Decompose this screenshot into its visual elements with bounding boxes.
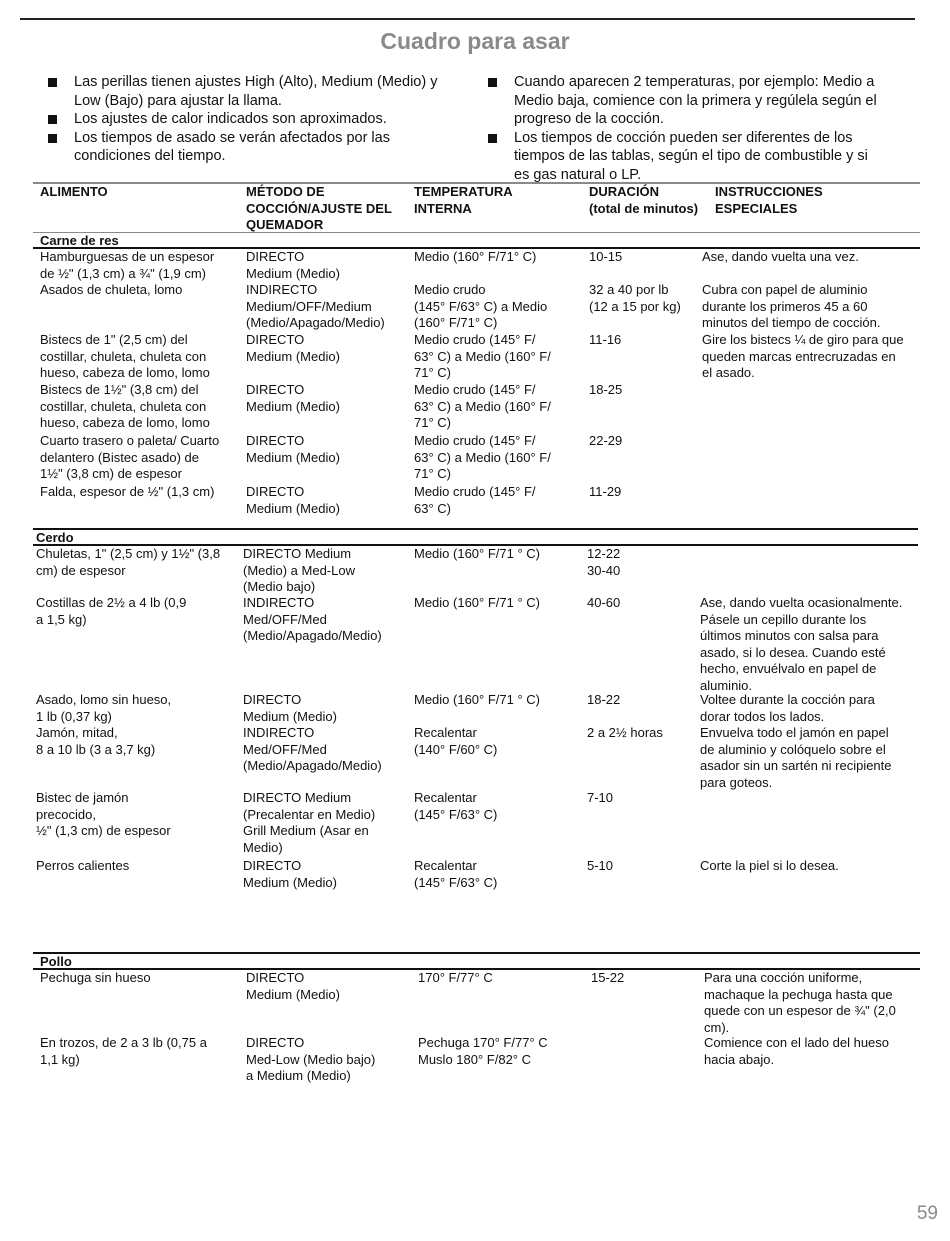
bullets-left bbox=[48, 73, 468, 166]
bullet-square-icon bbox=[488, 78, 497, 87]
header-method: MÉTODO DE COCCIÓN/AJUSTE DEL QUEMADOR bbox=[246, 184, 392, 232]
table-cell-food: Costillas de 2½ a 4 lb (0,9 a 1,5 kg) bbox=[36, 595, 187, 627]
table-cell-method: DIRECTO Medium (Precalentar en Medio) Grill Medium (Asar en Medio) bbox=[243, 790, 376, 855]
table-cell-duration: 11-16 bbox=[589, 332, 622, 347]
bullet-square-icon bbox=[48, 115, 57, 124]
table-cell-method: DIRECTO Medium (Medio) bbox=[246, 484, 340, 516]
table-cell-temperature: 170° F/77° C bbox=[418, 970, 493, 985]
header-food: ALIMENTO bbox=[40, 184, 108, 199]
table-cell-method: INDIRECTO Medium/OFF/Medium (Medio/Apagado/Medio) bbox=[246, 282, 385, 330]
table-cell-duration: 12-22 30-40 bbox=[587, 546, 621, 578]
table-cell-duration: 5-10 bbox=[587, 858, 614, 873]
header-instructions: INSTRUCCIONES ESPECIALES bbox=[715, 184, 823, 216]
table-cell-food: Asado, lomo sin hueso, 1 lb (0,37 kg) bbox=[36, 692, 172, 724]
table-cell-temperature: Medio (160° F/71 ° C) bbox=[414, 595, 541, 610]
table-cell-method: DIRECTO Medium (Medio) bbox=[243, 858, 337, 890]
bullet-item: Cuando aparecen 2 temperaturas, por ejemplo: Medio a Medio baja, comience con la primera y regúlela según el progreso de la cocción. bbox=[488, 73, 918, 129]
table-cell-food: Bistec de jamón precocido, ½" (1,3 cm) de espesor bbox=[36, 790, 171, 838]
chicken-section-top-rule bbox=[33, 952, 920, 954]
table-cell-method: DIRECTO Med-Low (Medio bajo) a Medium (Medio) bbox=[246, 1035, 376, 1083]
table-cell-instructions: Ase, dando vuelta ocasionalmente. Pásele un cepillo durante los últimos minutos con salsa para asado, si lo desea. Cuando esté hecho, envuélvalo en papel de aluminio. bbox=[700, 595, 903, 693]
table-cell-temperature: Pechuga 170° F/77° C Muslo 180° F/82° C bbox=[418, 1035, 548, 1067]
table-cell-method: INDIRECTO Med/OFF/Med (Medio/Apagado/Medio) bbox=[243, 725, 382, 773]
table-cell-temperature: Recalentar (145° F/63° C) bbox=[414, 790, 498, 822]
page-title: Cuadro para asar bbox=[380, 28, 570, 54]
table-cell-method: DIRECTO Medium (Medio) bbox=[246, 970, 340, 1002]
table-cell-temperature: Medio crudo (145° F/ 63° C) a Medio (160° F/ 71° C) bbox=[414, 433, 551, 481]
table-cell-method: DIRECTO Medium (Medio) bbox=[246, 433, 340, 465]
page-number: 59 bbox=[916, 1203, 938, 1224]
table-cell-duration: 18-25 bbox=[589, 382, 623, 397]
table-cell-food: Bistecs de 1" (2,5 cm) del costillar, chuleta, chuleta con hueso, cabeza de lomo, lomo bbox=[40, 332, 210, 380]
bullet-square-icon bbox=[488, 134, 497, 143]
table-cell-method: DIRECTO Medium (Medio) bbox=[246, 382, 340, 414]
table-cell-method: DIRECTO Medium (Medio) bbox=[246, 249, 340, 281]
table-cell-method: DIRECTO Medium (Medio) bbox=[246, 332, 340, 364]
table-cell-duration: 18-22 bbox=[587, 692, 621, 707]
table-cell-duration: 15-22 bbox=[591, 970, 625, 985]
table-cell-duration: 2 a 2½ horas bbox=[587, 725, 663, 740]
table-cell-method: DIRECTO Medium (Medio) a Med-Low (Medio bajo) bbox=[243, 546, 355, 594]
table-cell-food: En trozos, de 2 a 3 lb (0,75 a 1,1 kg) bbox=[40, 1035, 207, 1067]
bullet-item: Los tiempos de asado se verán afectados por las condiciones del tiempo. bbox=[48, 129, 468, 166]
bullet-square-icon bbox=[48, 78, 57, 87]
table-cell-food: Hamburguesas de un espesor de ½" (1,3 cm) a ¾" (1,9 cm) bbox=[40, 249, 215, 281]
bullets-right bbox=[488, 73, 918, 184]
table-cell-food: Cuarto trasero o paleta/ Cuarto delantero (Bistec asado) de 1½" (3,8 cm) de espesor bbox=[40, 433, 220, 481]
table-cell-instructions: Para una cocción uniforme, machaque la pechuga hasta que quede con un espesor de ¾" (2,0 cm). bbox=[704, 970, 896, 1035]
bullet-item: Los tiempos de cocción pueden ser diferentes de los tiempos de las tablas, según el tipo de combustible y si es gas natural o LP. bbox=[488, 129, 918, 185]
table-cell-duration: 40-60 bbox=[587, 595, 621, 610]
section-label-beef: Carne de res bbox=[40, 233, 119, 248]
table-cell-temperature: Medio crudo (145° F/63° C) a Medio (160° F/71° C) bbox=[414, 282, 548, 330]
top-rule bbox=[20, 18, 915, 20]
table-cell-food: Falda, espesor de ½" (1,3 cm) bbox=[40, 484, 215, 499]
table-cell-duration: 10-15 bbox=[589, 249, 623, 264]
table-cell-food: Chuletas, 1" (2,5 cm) y 1½" (3,8 cm) de espesor bbox=[36, 546, 221, 578]
table-cell-duration: 7-10 bbox=[587, 790, 614, 805]
table-cell-food: Asados de chuleta, lomo bbox=[40, 282, 183, 297]
table-cell-food: Jamón, mitad, 8 a 10 lb (3 a 3,7 kg) bbox=[36, 725, 156, 757]
header-duration: DURACIÓN (total de minutos) bbox=[589, 184, 699, 216]
table-cell-instructions: Gire los bistecs ¼ de giro para que queden marcas entrecruzadas en el asado. bbox=[702, 332, 904, 380]
table-cell-instructions: Corte la piel si lo desea. bbox=[700, 858, 839, 873]
bullet-square-icon bbox=[48, 134, 57, 143]
table-cell-temperature: Medio crudo (145° F/ 63° C) a Medio (160° F/ 71° C) bbox=[414, 332, 551, 380]
table-cell-instructions: Voltee durante la cocción para dorar todos los lados. bbox=[700, 692, 875, 724]
table-cell-temperature: Medio (160° F/71° C) bbox=[414, 249, 537, 264]
header-temperature: TEMPERATURA INTERNA bbox=[414, 184, 513, 216]
table-cell-food: Bistecs de 1½" (3,8 cm) del costillar, chuleta, chuleta con hueso, cabeza de lomo, lomo bbox=[40, 382, 210, 430]
table-cell-temperature: Recalentar (140° F/60° C) bbox=[414, 725, 498, 757]
table-cell-food: Perros calientes bbox=[36, 858, 130, 873]
table-cell-temperature: Recalentar (145° F/63° C) bbox=[414, 858, 498, 890]
bullet-item: Las perillas tienen ajustes High (Alto), Medium (Medio) y Low (Bajo) para ajustar la llama. bbox=[48, 73, 468, 110]
table-cell-instructions: Cubra con papel de aluminio durante los primeros 45 a 60 minutos del tiempo de cocción. bbox=[702, 282, 881, 330]
table-cell-instructions: Comience con el lado del hueso hacia abajo. bbox=[704, 1035, 890, 1067]
table-cell-duration: 32 a 40 por lb (12 a 15 por kg) bbox=[589, 282, 681, 314]
beef-section-top-rule bbox=[33, 232, 920, 233]
table-cell-instructions: Envuelva todo el jamón en papel de aluminio y colóquelo sobre el asador sin un sartén ni recipiente para goteos. bbox=[700, 725, 892, 790]
table-cell-method: INDIRECTO Med/OFF/Med (Medio/Apagado/Medio) bbox=[243, 595, 382, 643]
table-cell-instructions: Ase, dando vuelta una vez. bbox=[702, 249, 859, 264]
table-cell-temperature: Medio (160° F/71 ° C) bbox=[414, 692, 541, 707]
table-cell-temperature: Medio crudo (145° F/ 63° C) a Medio (160° F/ 71° C) bbox=[414, 382, 551, 430]
table-cell-duration: 11-29 bbox=[589, 484, 622, 499]
table-cell-method: DIRECTO Medium (Medio) bbox=[243, 692, 337, 724]
table-cell-temperature: Medio crudo (145° F/ 63° C) bbox=[414, 484, 536, 516]
bullet-item: Los ajustes de calor indicados son aproximados. bbox=[48, 110, 468, 129]
table-cell-temperature: Medio (160° F/71 ° C) bbox=[414, 546, 541, 561]
pork-section-top-rule bbox=[33, 528, 918, 530]
table-cell-duration: 22-29 bbox=[589, 433, 623, 448]
table-cell-food: Pechuga sin hueso bbox=[40, 970, 151, 985]
section-label-pork: Cerdo bbox=[36, 530, 74, 545]
section-label-chicken: Pollo bbox=[40, 954, 72, 969]
